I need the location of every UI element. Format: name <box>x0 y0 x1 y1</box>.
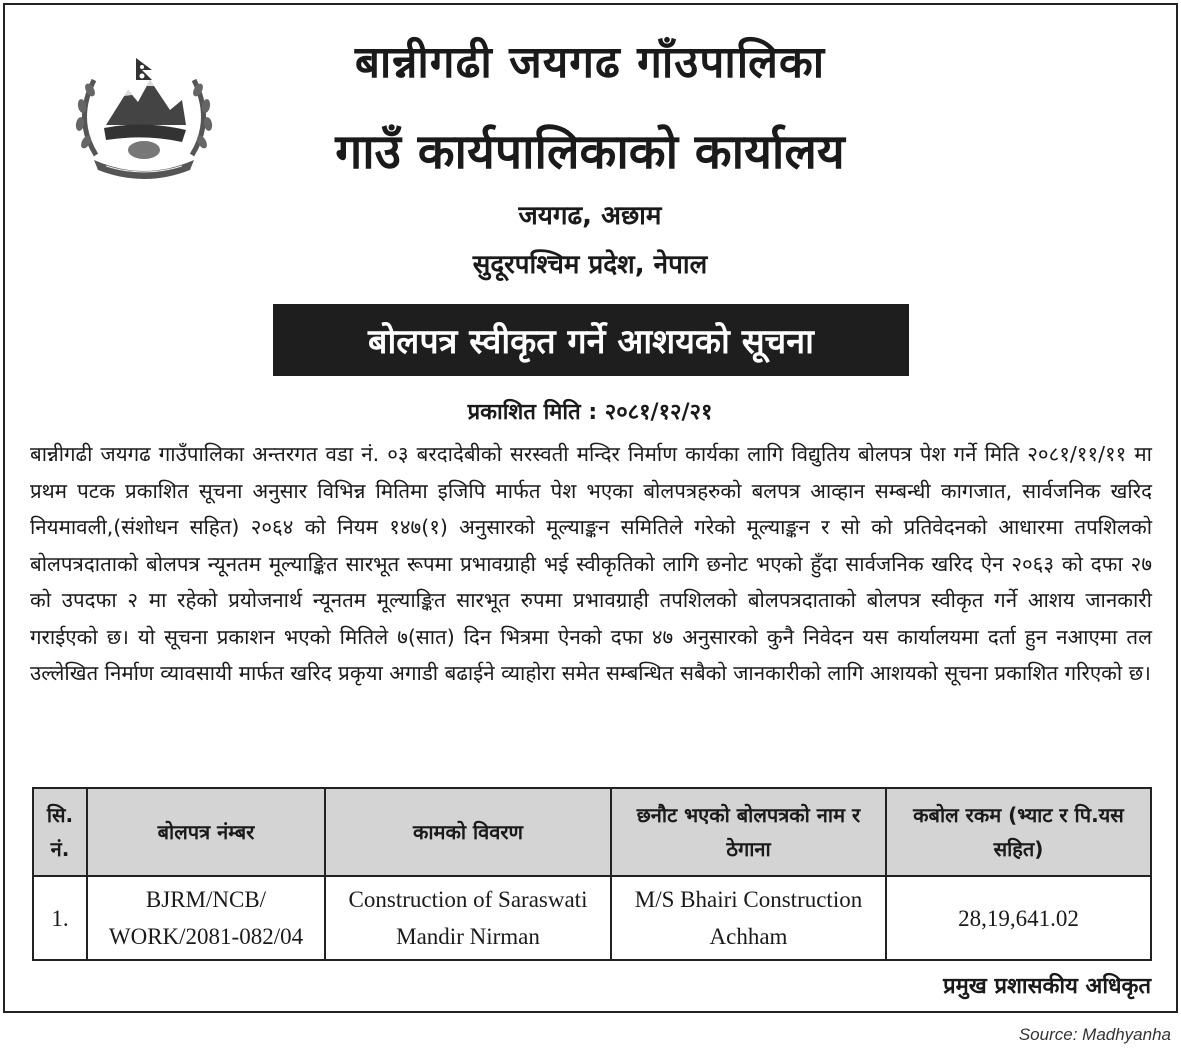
municipality-title: बान्नीगढी जयगढ गाँउपालिका <box>354 37 826 88</box>
header-bid-no: बोलपत्र नंम्बर <box>87 788 325 876</box>
header-sn: सि. नं. <box>33 788 87 876</box>
cell-bid-no: BJRM/NCB/ WORK/2081-082/04 <box>87 876 325 960</box>
header-amount: कबोल रकम (भ्याट र पि.यस सहित) <box>886 788 1151 876</box>
source-credit: Source: Madhyanha <box>1018 1025 1171 1044</box>
notice-title-banner <box>273 304 909 376</box>
published-date: प्रकाशित मिति : २०८१/१२/२१ <box>467 400 713 425</box>
header-description: कामको विवरण <box>325 788 611 876</box>
address-line-1: जयगढ, अछाम <box>518 201 662 231</box>
nepal-emblem-icon <box>66 50 222 182</box>
address-line-2: सुदूरपश्चिम प्रदेश, नेपाल <box>472 250 708 280</box>
table-header-row <box>33 788 1151 876</box>
notice-title: बोलपत्र स्वीकृत गर्ने आशयको सूचना <box>368 322 814 362</box>
cell-description: Construction of Saraswati Mandir Nirman <box>325 876 611 960</box>
cell-bidder: M/S Bhairi Construction Achham <box>611 876 886 960</box>
header-bidder: छनौट भएको बोलपत्रको नाम र ठेगाना <box>611 788 886 876</box>
table-row <box>33 876 1151 960</box>
signature-title: प्रमुख प्रशासकीय अधिकृत <box>943 974 1151 999</box>
notice-body: बान्नीगढी जयगढ गाउँपालिका अन्तरगत वडा नं. ०३ बरदादेबीको सरस्वती मन्दिर निर्माण कार्यका लागि विद्युतिय बोलपत्र पेश गर्ने मिति २०८१/११/११ मा प्रथम पटक प्रकाशित सूचना अनुसार विभिन्न मितिमा इजिपि मार्फत पेश भएका बोलपत्रहरुको बलपत्र आव्हान सम्बन्धी कागजात, सार्वजनिक खरिद नियमावली,(संशोधन सहित) २०६४ को नियम १४७(१) अनुसारको मूल्याङ्कन समितिले गरेको मूल्याङ्कन र सो को प्रतिवेदनको आधारमा तपशिलको बोलपत्रदाताको बोलपत्र न्यूनतम मूल्याङ्कित सारभूत रूपमा प्रभावग्राही भई स्वीकृतिको लागि छनोट भएको हुँदा सार्वजनिक खरिद ऐन २०६३ को दफा २७ को उपदफा २ मा रहेको प्रयोजनार्थ न्यूनतम मूल्याङ्कित सारभूत रुपमा प्रभावग्राही तपशिलको बोलपत्रदाताको बोलपत्र स्वीकृत गर्ने आशय जानकारी गराईएको छ। यो सूचना प्रकाशन भएको मितिले ७(सात) दिन भित्रमा ऐनको दफा ४७ अनुसारको कुनै निवेदन यस कार्यालयमा दर्ता हुन नआएमा तल उल्लेखित निर्माण व्यावसायी मार्फत खरिद प्रकृया अगाडी बढाईने व्याहोरा समेत सम्बन्धित सबैको जानकारीको लागि आशयको सूचना प्रकाशित गरिएको छ। <box>30 442 1152 685</box>
cell-amount: 28,19,641.02 <box>886 876 1151 960</box>
cell-sn: 1. <box>33 876 87 960</box>
tender-table <box>32 787 1152 961</box>
office-title: गाउँ कार्यपालिकाको कार्यालय <box>335 124 845 180</box>
